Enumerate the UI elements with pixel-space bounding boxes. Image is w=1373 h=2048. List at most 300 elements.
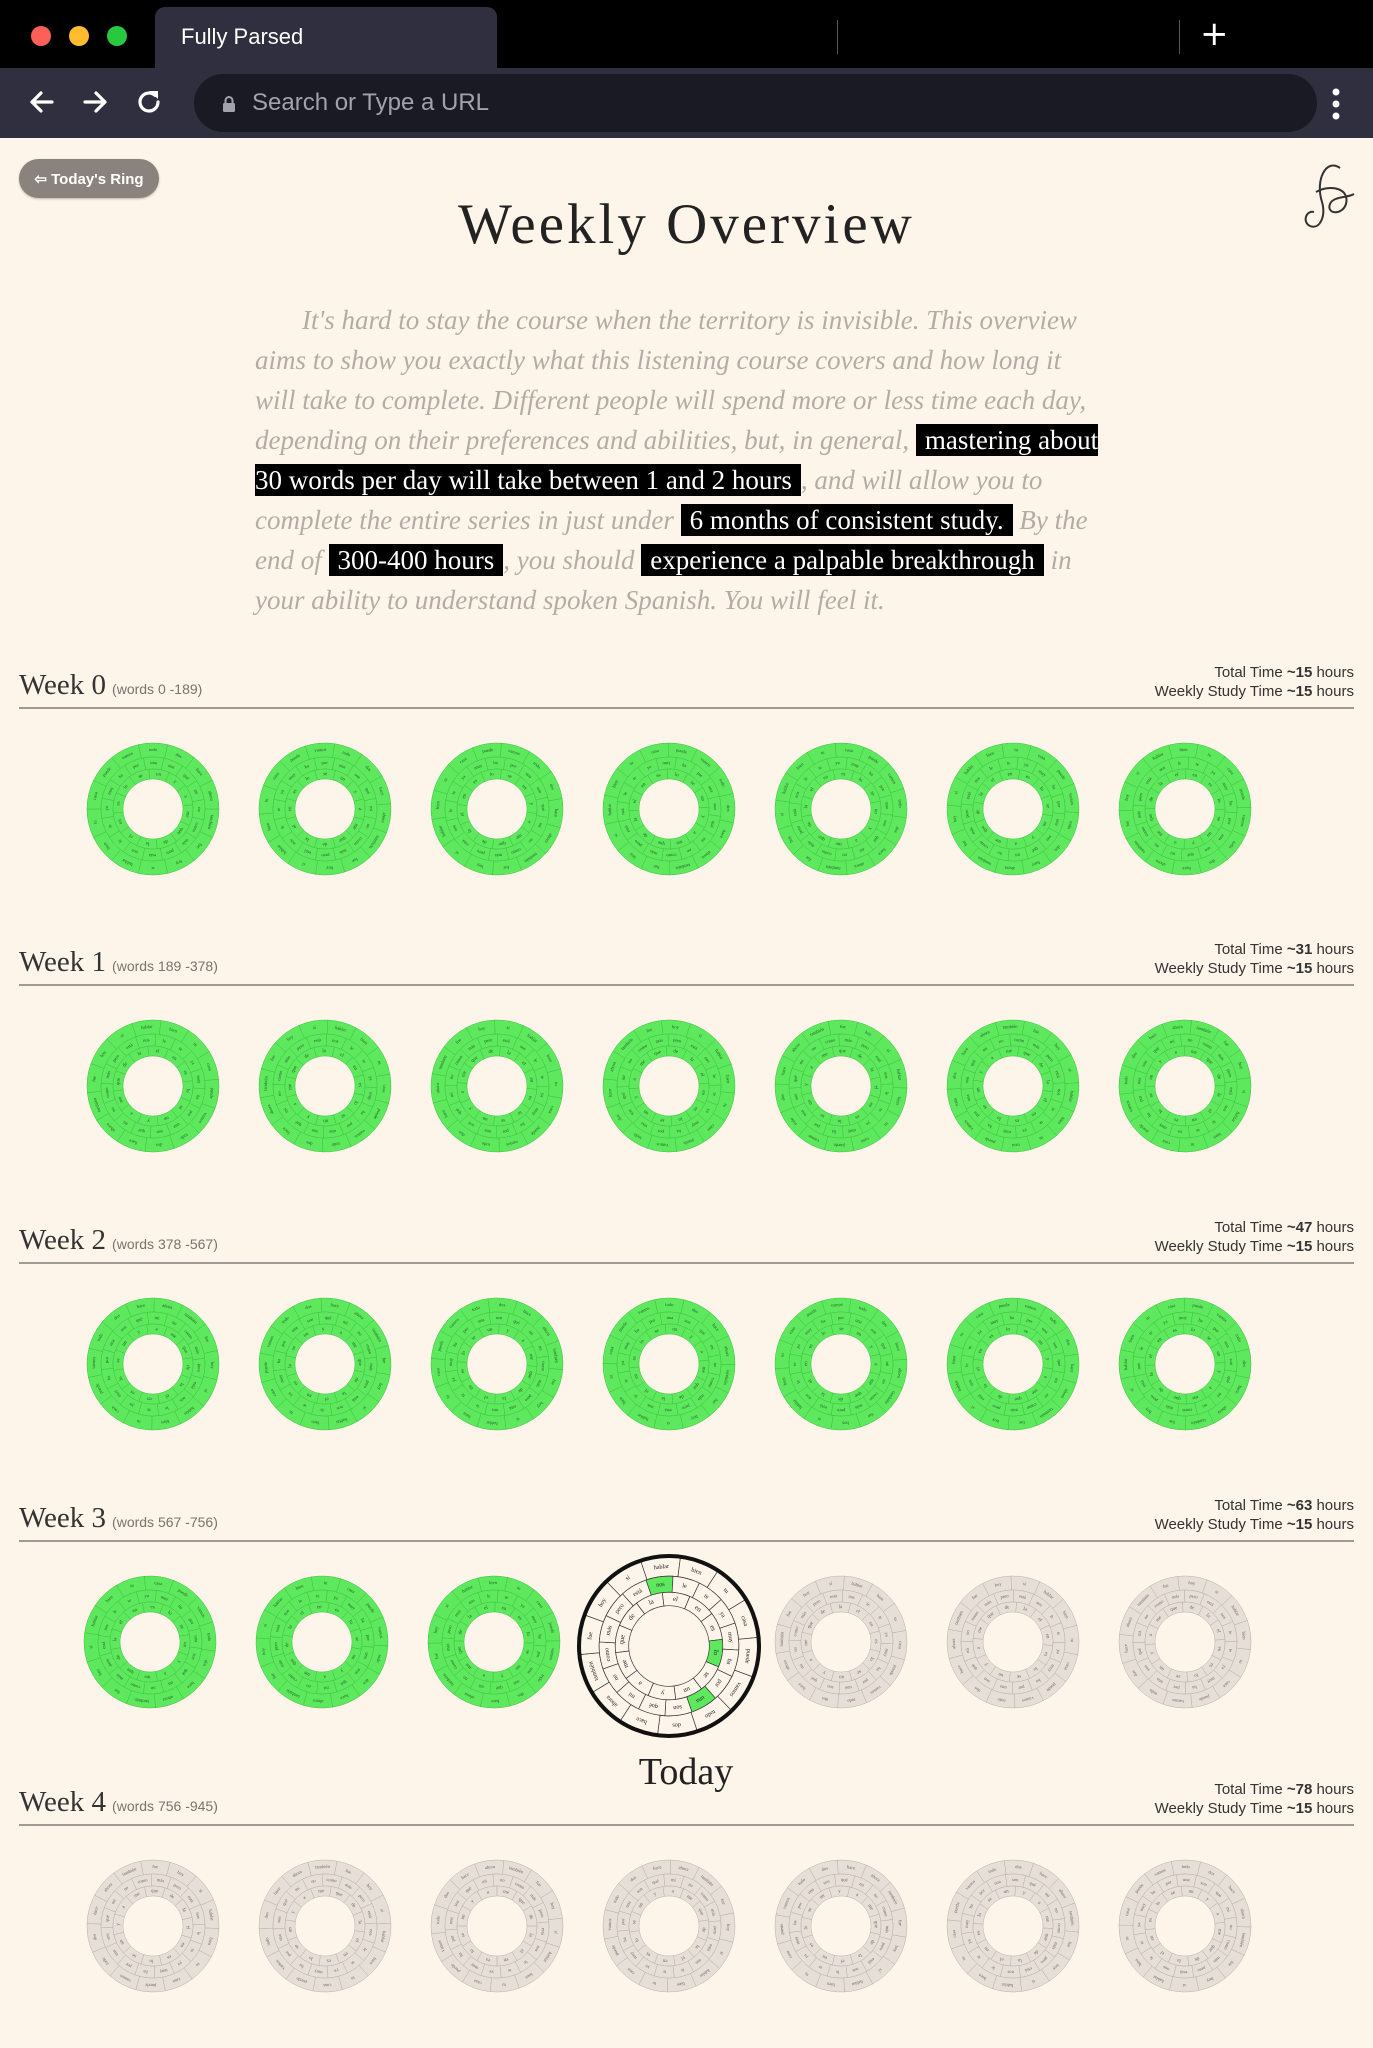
ring-word-label: la	[868, 1067, 875, 1073]
completed-day-ring[interactable]	[430, 1019, 564, 1153]
maximize-window-button[interactable]	[107, 26, 127, 46]
ring-word-label: puede	[888, 1664, 899, 1677]
ring-word-label: por	[795, 1901, 804, 1910]
new-tab-button[interactable]: +	[1200, 14, 1229, 54]
ring-word-label: se	[291, 1345, 298, 1352]
ring-word-label: no	[171, 1319, 178, 1327]
ring-word-label: me	[144, 1673, 151, 1679]
ring-word-label: sí	[312, 1024, 317, 1031]
ring-word-label: qué	[648, 1701, 659, 1710]
ring-word-label: fue	[587, 1631, 595, 1641]
ring-word-label: hoy	[432, 1625, 439, 1634]
completed-day-ring[interactable]	[430, 1297, 564, 1431]
ring-word-label: la	[1215, 1092, 1222, 1098]
ring-word-label: tu	[129, 1582, 135, 1589]
ring-word-label: el	[520, 1060, 527, 1067]
ring-word-label: vamos	[807, 1133, 821, 1144]
completed-day-ring[interactable]	[86, 1297, 220, 1431]
ring-word-label: es	[116, 801, 122, 807]
upcoming-day-ring[interactable]	[258, 1859, 392, 1993]
completed-day-ring[interactable]	[602, 1297, 736, 1431]
ring-word-label: más	[1164, 1404, 1174, 1412]
ring-word-label: me	[1191, 1393, 1199, 1401]
completed-day-ring[interactable]	[602, 742, 736, 876]
ring-word-label: le	[1050, 1106, 1057, 1113]
ring-word-label: a	[129, 1110, 135, 1116]
ring-word-label: y	[1149, 1650, 1156, 1655]
ring-word-label: a	[1036, 1900, 1042, 1906]
ring-word-label: te	[126, 1597, 132, 1604]
ring-word-label: tu	[1238, 1659, 1244, 1665]
ring-word-label: como	[699, 1890, 710, 1902]
completed-day-ring[interactable]	[86, 1019, 220, 1153]
ring-word-label: tu	[287, 1409, 294, 1416]
ring-word-label: por	[837, 1315, 844, 1321]
ring-word-label: en	[316, 1605, 322, 1611]
ring-word-label: puede	[867, 754, 880, 765]
ring-word-label: mi	[670, 1877, 677, 1883]
upcoming-day-ring[interactable]	[1118, 1575, 1252, 1709]
ring-word-label: que	[1148, 813, 1155, 822]
ring-word-label: lo	[347, 1619, 354, 1626]
ring-word-label: nos	[288, 838, 297, 847]
ring-word-label: son	[1012, 1876, 1019, 1883]
ring-word-label: sí	[203, 1388, 209, 1394]
ring-word-label: es	[691, 1105, 699, 1112]
ring-word-label: también	[91, 1097, 102, 1113]
ring-word-label: está	[1206, 1599, 1215, 1608]
ring-word-label: es	[1173, 1116, 1179, 1123]
completed-day-ring[interactable]	[774, 742, 908, 876]
ring-word-label: le	[795, 1379, 802, 1385]
ring-word-label: todo	[341, 749, 352, 758]
ring-word-label: está	[976, 1393, 986, 1402]
ring-word-label: ahora	[1216, 1405, 1228, 1416]
ring-word-label: muy	[1178, 1314, 1187, 1321]
ring-word-label: que	[1042, 1932, 1050, 1942]
ring-word-label: a	[482, 1672, 486, 1678]
upcoming-day-ring[interactable]	[774, 1859, 908, 1993]
completed-day-ring[interactable]	[255, 1575, 389, 1709]
ring-word-label: le	[1211, 1119, 1217, 1126]
ring-word-label: bien	[168, 1026, 178, 1034]
completed-day-ring[interactable]	[258, 1019, 392, 1153]
ring-word-label: un	[872, 808, 878, 814]
ring-word-label: de	[516, 1386, 524, 1394]
ring-word-label: te	[711, 1092, 718, 1097]
ring-word-label: lo	[1215, 798, 1222, 804]
ring-word-label: hoy	[535, 1400, 545, 1410]
completed-day-ring[interactable]	[602, 1019, 736, 1153]
ring-word-label: ahora	[723, 1345, 731, 1357]
ring-word-label: como	[352, 836, 364, 847]
ring-word-label: hablar	[653, 1563, 670, 1572]
ring-word-label: una	[338, 762, 347, 770]
ring-word-label: qué	[364, 786, 372, 795]
ring-word-label: vamos	[314, 746, 327, 753]
ring-word-label: hoy	[260, 1647, 267, 1656]
ring-word-label: te	[975, 1954, 982, 1961]
ring-word-label: nos	[694, 1957, 703, 1966]
ring-word-label: no	[1153, 842, 1160, 849]
ring-word-label: qué	[293, 1119, 303, 1128]
ring-word-label: se	[982, 1103, 989, 1110]
upcoming-day-ring[interactable]	[774, 1575, 908, 1709]
ring-word-label: más	[1010, 1407, 1018, 1414]
ring-word-label: bien	[1212, 1131, 1223, 1141]
ring-word-label: hablar	[1152, 1974, 1165, 1984]
ring-word-label: ha	[1145, 1111, 1153, 1119]
ring-word-label: hablar	[1042, 1589, 1055, 1600]
ring-word-label: se	[654, 1328, 660, 1335]
ring-word-label: pero	[963, 809, 970, 818]
ring-word-label: vamos	[1153, 1867, 1167, 1877]
ring-word-label: también	[121, 1866, 138, 1877]
week-rings	[19, 1264, 1354, 1459]
ring-word-label: me	[866, 1903, 874, 1912]
browser-tab-active[interactable]	[155, 7, 497, 68]
ring-word-label: qué	[182, 772, 191, 781]
ring-word-label: lo	[857, 777, 864, 784]
upcoming-day-ring[interactable]	[602, 1859, 736, 1993]
ring-word-label: todo	[331, 1141, 341, 1148]
ring-word-label: se	[506, 773, 513, 781]
ring-word-label: me	[1155, 1615, 1164, 1624]
minimize-window-button[interactable]	[69, 26, 89, 46]
ring-word-label: bien	[795, 761, 805, 771]
ring-word-label: el	[292, 823, 299, 829]
ring-word-label: nos	[491, 1407, 499, 1414]
ring-word-label: y	[1204, 1896, 1210, 1903]
ring-word-label: y	[290, 1909, 297, 1915]
ring-word-label: hablar	[526, 1032, 539, 1044]
browser-menu-icon[interactable]	[1332, 88, 1340, 120]
ring-word-label: se	[701, 1670, 711, 1680]
ring-word-label: también	[825, 864, 841, 872]
ring-word-label: en	[822, 774, 830, 782]
completed-day-ring[interactable]	[1118, 1297, 1252, 1431]
ring-word-label: sí	[553, 1930, 559, 1934]
ring-word-label: ha	[142, 1968, 148, 1975]
ring-word-label: hablar	[606, 803, 613, 816]
upcoming-day-ring[interactable]	[946, 1859, 1080, 1993]
ring-word-label: también	[1190, 1417, 1207, 1426]
ring-word-label: ahora	[484, 1863, 496, 1871]
weekly-study-time	[1155, 1799, 1354, 1818]
ring-word-label: por	[461, 1325, 470, 1334]
ring-word-label: ahora	[105, 1122, 116, 1134]
ring-word-label: y	[175, 1658, 182, 1664]
ring-word-label: mi	[1014, 852, 1021, 858]
ring-word-label: puede	[94, 1382, 104, 1395]
ring-word-label: pero	[1136, 792, 1144, 802]
ring-word-label: hablar	[140, 1023, 153, 1030]
completed-day-ring[interactable]	[946, 742, 1080, 876]
ring-word-label: no	[611, 1672, 621, 1682]
completed-day-ring[interactable]	[427, 1575, 561, 1709]
ring-word-label: de	[162, 837, 169, 845]
upcoming-day-ring[interactable]	[86, 1859, 220, 1993]
ring-word-label: te	[1038, 1119, 1044, 1126]
ring-word-label: te	[662, 1969, 667, 1975]
ring-word-label: dos	[725, 805, 731, 812]
ring-word-label: ya	[539, 1092, 546, 1098]
ring-word-label: y	[866, 825, 873, 831]
upcoming-day-ring[interactable]	[946, 1575, 1080, 1709]
ring-word-label: el	[128, 832, 135, 839]
ring-word-label: muy	[1138, 1902, 1147, 1912]
ring-word-label: todo	[858, 1304, 868, 1313]
word-ring-graphic	[86, 1297, 220, 1431]
ring-word-label: me	[461, 1070, 469, 1079]
word-ring-graphic	[1118, 1859, 1252, 1993]
ring-word-label: tu	[502, 1982, 507, 1988]
completed-day-ring[interactable]	[1118, 742, 1252, 876]
week-header	[19, 940, 1354, 986]
ring-word-label: es	[841, 772, 846, 778]
ring-word-label: en	[977, 1348, 985, 1355]
ring-word-label: hoy	[1188, 1580, 1196, 1586]
ring-word-label: ya	[645, 763, 652, 771]
ring-word-label: a	[302, 1895, 308, 1901]
ring-word-label: tu	[1190, 1142, 1195, 1148]
ring-word-label: que	[1169, 1605, 1179, 1613]
ring-word-label: tu	[960, 1955, 967, 1962]
ring-word-label: se	[460, 1932, 467, 1938]
hours-unit: hours	[1312, 1516, 1354, 1533]
ring-word-label: es	[988, 1333, 995, 1341]
ring-word-label: nos	[1056, 1088, 1062, 1096]
reload-icon[interactable]	[129, 82, 169, 122]
ring-word-label: le	[532, 1057, 539, 1064]
ring-word-label: de	[115, 1653, 123, 1661]
ring-word-label: son	[826, 1684, 835, 1691]
ring-word-label: hace	[339, 1693, 350, 1701]
completed-day-ring[interactable]	[774, 1019, 908, 1153]
intro-text: in your ability to understand spoken Spanish. You will feel it.	[255, 545, 1072, 615]
completed-day-ring[interactable]	[83, 1575, 217, 1709]
ring-word-label: sí	[454, 850, 460, 856]
ring-word-label: la	[633, 816, 640, 822]
week-name: Week 0	[19, 669, 107, 701]
forward-arrow-icon[interactable]	[75, 82, 115, 122]
ring-word-label: en	[467, 1383, 475, 1391]
ring-word-label: se	[689, 780, 696, 787]
ring-word-label: sí	[828, 1580, 833, 1587]
ring-word-label: bien	[1179, 746, 1188, 753]
ring-word-label: te	[539, 1075, 546, 1080]
ring-word-label: todo	[95, 1332, 105, 1342]
ring-word-label: que	[696, 1907, 705, 1917]
ring-word-label: de	[184, 1364, 190, 1371]
word-ring-graphic	[946, 1859, 1080, 1993]
ring-word-label: también	[1136, 1592, 1151, 1607]
ring-word-label: mi	[527, 1329, 535, 1337]
ring-word-label: ha	[724, 1657, 733, 1666]
ring-word-label: muy	[1002, 1128, 1012, 1136]
ring-word-label: y	[339, 1667, 344, 1674]
ring-word-label: vamos	[505, 1139, 519, 1148]
ring-word-label: el	[1174, 772, 1180, 779]
ring-word-label: ha	[792, 1920, 798, 1925]
ring-word-label: por	[619, 1918, 626, 1925]
ring-word-label: hace	[1182, 865, 1191, 872]
ring-word-label: una	[276, 1933, 284, 1942]
ring-word-label: más	[696, 1393, 706, 1402]
ring-word-label: lo	[308, 1954, 314, 1961]
ring-word-label: y	[528, 802, 534, 806]
todays-ring-button[interactable]: ⇦ Today's Ring	[19, 159, 159, 198]
intro-text: , and will allow you to complete the entire series in just under	[255, 465, 1043, 535]
weekly-study-time	[1155, 1515, 1354, 1534]
total-time-label: Total Time	[1214, 941, 1287, 958]
ring-word-label: dos	[174, 751, 183, 760]
ring-word-label: casa	[154, 1580, 163, 1587]
intro-text: , you should	[503, 545, 642, 575]
ring-word-label: puede	[208, 1087, 216, 1099]
week-title	[19, 669, 202, 702]
ring-word-label: está	[1144, 776, 1153, 785]
ring-word-label: la	[804, 804, 810, 809]
address-bar[interactable]	[194, 74, 1317, 132]
ring-word-label: ya	[620, 1360, 626, 1366]
ring-word-label: como	[448, 1658, 459, 1671]
completed-day-ring[interactable]	[86, 742, 220, 876]
ring-word-label: en	[983, 1945, 991, 1953]
ring-word-label: el	[990, 777, 997, 784]
ring-word-label: tu	[350, 1975, 356, 1982]
week-title	[19, 1786, 218, 1819]
ring-word-label: en	[867, 1621, 874, 1628]
ring-word-label: pero	[878, 1942, 887, 1952]
ring-word-label: una	[193, 1635, 200, 1643]
ring-word-label: muy	[1206, 1675, 1216, 1685]
ring-word-label: ha	[1149, 1888, 1157, 1896]
ring-word-label: más	[1135, 810, 1142, 819]
completed-day-ring[interactable]	[1118, 1019, 1252, 1153]
ring-word-label: le	[680, 1967, 685, 1974]
completed-day-ring[interactable]	[258, 742, 392, 876]
ring-word-label: casa	[1167, 1302, 1176, 1310]
ring-word-label: de	[527, 1914, 534, 1921]
today-word-ring[interactable]	[579, 1556, 759, 1736]
ring-word-label: lo	[634, 1937, 641, 1943]
ring-word-label: que	[1173, 1394, 1182, 1401]
ring-word-label: puede	[436, 1339, 445, 1352]
completed-day-ring[interactable]	[946, 1019, 1080, 1153]
ring-word-label: hablar	[791, 1398, 804, 1411]
completed-day-ring[interactable]	[430, 742, 564, 876]
ring-word-label: que	[175, 826, 184, 836]
ring-word-label: hoy	[176, 1869, 185, 1878]
ring-word-label: de	[1004, 1605, 1010, 1612]
ring-word-label: pero	[1045, 1053, 1055, 1063]
ring-word-label: la	[467, 827, 474, 834]
upcoming-day-ring[interactable]	[430, 1859, 564, 1993]
completed-day-ring[interactable]	[946, 1297, 1080, 1431]
ring-word-label: qué	[135, 1316, 144, 1324]
ring-word-label: vamos	[1021, 1695, 1035, 1704]
ring-word-label: por	[1226, 817, 1233, 826]
ring-word-label: que	[1022, 1050, 1031, 1059]
ring-word-label: nos	[518, 1043, 528, 1052]
ring-word-label: que	[691, 1381, 700, 1391]
ring-word-label: a	[632, 1077, 638, 1081]
week-stats	[1155, 940, 1354, 978]
ring-word-label: casa	[271, 771, 281, 781]
ring-word-label: puede	[983, 1136, 996, 1146]
ring-word-label: como	[666, 852, 677, 859]
ring-word-label: el	[807, 1378, 815, 1384]
ring-word-label: qué	[970, 1663, 978, 1672]
ring-word-label: vamos	[606, 1918, 613, 1931]
ring-word-label: casa	[706, 1123, 716, 1133]
ring-word-label: por	[1212, 1325, 1221, 1334]
close-window-button[interactable]	[31, 26, 51, 46]
ring-word-label: la	[688, 1057, 695, 1064]
ring-word-label: vamos	[1023, 1303, 1037, 1312]
ring-word-label: hoy	[376, 1382, 384, 1391]
ring-word-label: pero	[1189, 1593, 1199, 1600]
ring-word-label: un	[482, 1115, 489, 1122]
ring-word-label: una	[993, 1878, 1002, 1886]
ring-word-label: todo	[471, 1304, 481, 1313]
ring-word-label: hoy	[475, 862, 484, 870]
ring-word-label: hablar	[895, 1068, 903, 1081]
ring-word-label: no	[626, 1057, 634, 1065]
completed-day-ring[interactable]	[774, 1297, 908, 1431]
ring-word-label: muy	[1037, 768, 1048, 778]
ring-word-label: no	[687, 1881, 694, 1889]
ring-word-label: una	[666, 1315, 674, 1321]
ring-word-label: ahora	[608, 1060, 617, 1073]
ring-word-label: se	[116, 1358, 122, 1363]
ring-word-label: sí	[885, 1047, 892, 1054]
ring-word-label: casa	[535, 1599, 545, 1609]
ring-word-label: hablar	[1151, 751, 1165, 761]
completed-day-ring[interactable]	[258, 1297, 392, 1431]
back-arrow-icon[interactable]	[22, 82, 62, 122]
ring-word-label: son	[881, 819, 889, 828]
ring-word-label: hablar	[851, 1979, 864, 1988]
ring-word-label: pero	[633, 838, 643, 849]
ring-word-label: ha	[1197, 1317, 1204, 1324]
ring-word-label: lo	[118, 1375, 125, 1381]
ring-word-label: me	[169, 1332, 178, 1340]
ring-word-label: la	[820, 1390, 827, 1397]
ring-word-label: nos	[331, 1037, 340, 1044]
ring-word-label: la	[180, 1907, 187, 1913]
upcoming-day-ring[interactable]	[1118, 1859, 1252, 1993]
ring-word-label: son	[635, 1886, 644, 1895]
ring-word-label: vamos	[120, 750, 134, 761]
ring-word-label: bien	[524, 1971, 534, 1981]
ring-word-label: una	[1135, 1077, 1142, 1085]
ring-word-label: le	[196, 1931, 202, 1936]
ring-word-label: vamos	[656, 1141, 669, 1149]
ring-word-label: dos	[155, 1142, 163, 1148]
ring-word-label: que	[150, 1889, 159, 1895]
ring-word-label: en	[866, 1101, 874, 1108]
ring-word-label: en	[1007, 772, 1013, 778]
ring-word-label: sí	[1182, 1982, 1186, 1988]
tab-divider	[1179, 20, 1180, 54]
ring-word-label: nos	[973, 775, 982, 784]
ring-word-label: está	[1180, 1969, 1188, 1976]
ring-word-label: me	[675, 838, 683, 846]
ring-word-label: lo	[677, 1115, 683, 1122]
ring-word-label: ha	[451, 1341, 459, 1348]
